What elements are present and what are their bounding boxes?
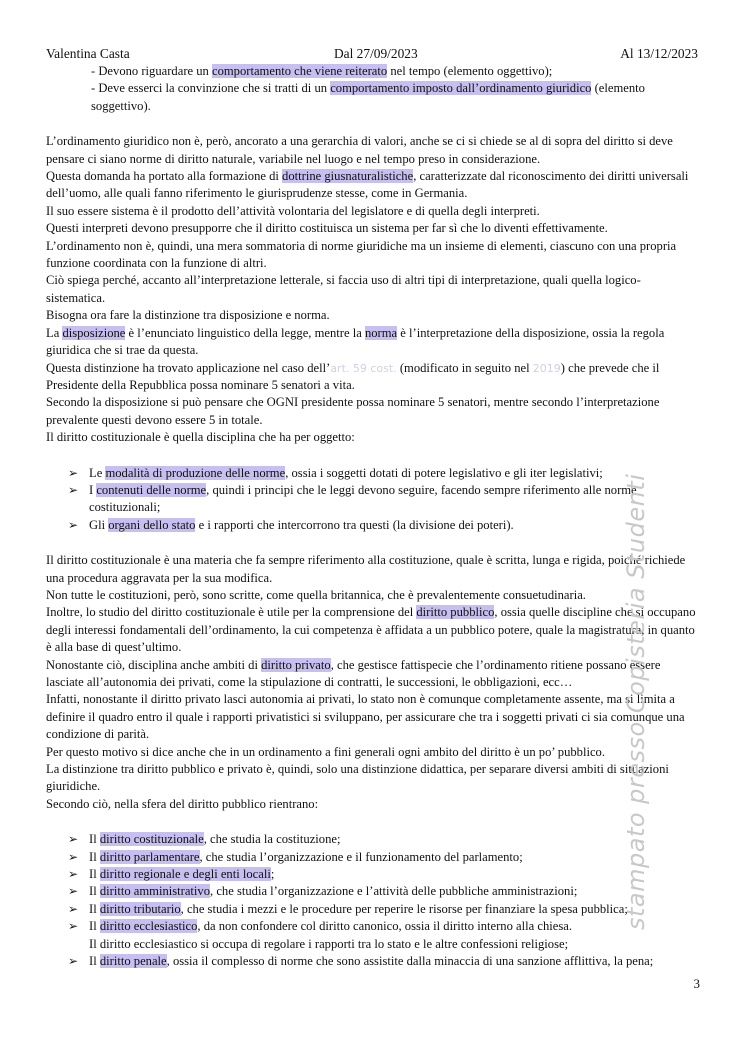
paragraphs-section-2 [46, 552, 698, 813]
list-item-text [89, 465, 698, 482]
highlighted-term: organi dello stato [108, 517, 196, 532]
text-run: Questi interpreti devono presupporre che il diritto costituisca un sistema per far sì che lo diventi effettivamente. [46, 221, 608, 236]
watermark: stampato presso Copisteria Studenti [622, 473, 650, 930]
text-run: Questa domanda ha portato alla formazione di [46, 169, 283, 184]
text-run: Il [89, 849, 100, 864]
text-run: Secondo la disposizione si può pensare che OGNI presidente possa nominare 5 senatori, mentre secondo l’interpretazione prevalente questi devono essere 5 in totale. [46, 395, 660, 427]
text-run: , che studia i mezzi e le procedure per reperire le risorse per finanziare la spesa pubblica; [180, 901, 628, 916]
paragraph [46, 80, 698, 115]
text-run: ; [270, 867, 275, 882]
highlighted-term: diritto regionale e degli enti locali [99, 867, 271, 882]
highlighted-term: diritto parlamentare [99, 849, 200, 864]
paragraph [46, 394, 698, 429]
text-run: Le [89, 465, 106, 480]
arrow-bullet-icon: ➢ [68, 849, 79, 864]
text-run: è l’interpretazione della disposizione, ossia la regola giuridica che si trae da questa. [46, 325, 665, 358]
highlighted-term: comportamento che viene reiterato [212, 64, 388, 78]
text-run: Secondo ciò, nella sfera del diritto pubblico rientrano: [46, 796, 319, 811]
text-run: e i rapporti che intercorrono tra questi (la divisione dei poteri). [195, 517, 514, 532]
paragraph [46, 307, 698, 324]
text-run: , caratterizzate dal riconoscimento dei diritti universali dell’uomo, alle quali fanno riferimento le giurisprudenze stesse, come in Germania. [46, 169, 689, 201]
text-run: (modificato in seguito nel [396, 360, 533, 375]
text-run: , ossia i soggetti dotati di potere legislativo e gli iter legislativi; [285, 465, 603, 480]
paragraphs-section-1 [46, 133, 698, 446]
text-run: Per questo motivo si dice anche che in un ordinamento a fini generali ogni ambito del diritto è un po’ pubblico. [46, 744, 606, 759]
list-item-text [89, 831, 698, 848]
text-run: Nonostante ciò, disciplina anche ambiti di [46, 657, 262, 672]
paragraph [46, 360, 698, 395]
paragraph [46, 744, 698, 761]
list-item [46, 831, 698, 848]
faint-reference: 2019 [532, 361, 561, 375]
highlighted-term: diritto ecclesiastico [99, 919, 198, 934]
text-run: ) che prevede che il Presidente della Repubblica possa nominare 5 senatori a vita. [46, 360, 660, 392]
highlighted-term: modalità di produzione delle norme [105, 465, 286, 480]
bullet-list-diritto-pubblico [46, 831, 698, 970]
list-item-text [89, 517, 698, 534]
document-body [46, 63, 698, 971]
highlighted-term: diritto tributario [99, 901, 181, 916]
paragraph [46, 691, 698, 743]
highlighted-term: contenuti delle norme [96, 482, 207, 497]
header-date-from: Dal 27/09/2023 [334, 46, 418, 61]
text-run: Il diritto ecclesiastico si occupa di regolare i rapporti tra lo stato e le altre confessioni religiose; [89, 936, 569, 951]
highlighted-term: norma [364, 325, 398, 340]
text-run: Gli [89, 517, 109, 532]
list-item [46, 883, 698, 900]
list-item [46, 918, 698, 953]
arrow-bullet-icon: ➢ [68, 832, 79, 847]
text-run: I [89, 482, 97, 497]
arrow-bullet-icon: ➢ [68, 884, 79, 899]
intro-items [46, 63, 698, 115]
paragraph [46, 203, 698, 220]
header-date-to: Al 13/12/2023 [620, 46, 698, 61]
text-run: L’ordinamento non è, quindi, una mera sommatoria di norme giuridiche ma un insieme di elementi, ciascuno con una propria funzione coordinata con la funzione di altri. [46, 238, 677, 271]
text-run: Il [89, 832, 100, 847]
text-run: Non tutte le costituzioni, però, sono scritte, come quella britannica, che è prevalentemente consuetudinaria. [46, 587, 586, 602]
text-run: Bisogna ora fare la distinzione tra disposizione e norma. [46, 308, 330, 323]
paragraph [46, 325, 698, 360]
list-item-text [89, 883, 698, 900]
list-item [46, 482, 698, 517]
text-run: Il diritto costituzionale è quella disciplina che ha per oggetto: [46, 430, 355, 445]
paragraph [46, 552, 698, 587]
text-run: è l’enunciato linguistico della legge, mentre la [125, 325, 365, 340]
text-run: Ciò spiega perché, accanto all’interpretazione letterale, si faccia uso di altri tipi di interpretazione, quali quella logico-sistematica. [46, 273, 641, 305]
list-item-text [89, 849, 698, 866]
text-run: Il suo essere sistema è il prodotto dell’attività volontaria del legislatore e di quella degli interpreti. [46, 203, 540, 218]
list-item-text [89, 866, 698, 883]
highlighted-term: diritto privato [261, 657, 331, 672]
text-run: Infatti, nonostante il diritto privato lasci autonomia ai privati, lo stato non è comunque completamente assente, ma si limita a definire il quadro entro il quale i rapporti privatistici si sviluppano, per assicurare che tra i soggetti privati ci sia comunque una condizione di parità. [46, 692, 685, 742]
arrow-bullet-icon: ➢ [68, 517, 79, 532]
paragraph [46, 63, 698, 80]
text-run: - Deve esserci la convinzione che si tratti di un [91, 81, 331, 96]
paragraph [46, 587, 698, 604]
highlighted-term: diritto costituzionale [99, 832, 204, 847]
text-run: Il [89, 919, 100, 934]
list-item [46, 849, 698, 866]
faint-reference: art. 59 cost. [330, 361, 397, 375]
highlighted-term: comportamento imposto dall’ordinamento giuridico [330, 81, 592, 96]
paragraph [46, 604, 698, 656]
paragraph [46, 133, 698, 168]
list-item [46, 866, 698, 883]
highlighted-term: dottrine giusnaturalistiche [282, 169, 414, 184]
text-run: Il diritto costituzionale è una materia che fa sempre riferimento alla costituzione, quale è scritta, lunga e rigida, poiché richiede una procedura aggravata per la sua modifica. [46, 553, 686, 585]
arrow-bullet-icon: ➢ [68, 901, 79, 916]
text-run: nel tempo (elemento oggettivo); [387, 64, 553, 78]
text-run: Inoltre, lo studio del diritto costituzionale è utile per la comprensione del [46, 605, 417, 620]
highlighted-term: disposizione [62, 325, 126, 340]
text-run: , da non confondere col diritto canonico, ossia il diritto interno alla chiesa. [197, 919, 572, 934]
arrow-bullet-icon: ➢ [68, 919, 79, 934]
paragraph [46, 272, 698, 307]
highlighted-term: diritto pubblico [416, 605, 495, 620]
paragraph [46, 796, 698, 813]
text-run: - Devono riguardare un [91, 64, 212, 78]
arrow-bullet-icon: ➢ [68, 482, 79, 497]
list-item [46, 517, 698, 534]
highlighted-term: diritto penale [99, 954, 167, 969]
text-run: , che gestisce fattispecie che l’ordinamento ritiene possano essere lasciate all’autonomia dei privati, come la stipulazione di contratti, le successioni, le obbligazioni, ecc… [46, 657, 661, 689]
text-run: , quindi i principi che le leggi devono seguire, facendo sempre riferimento alle norme costituzionali; [89, 482, 637, 515]
paragraph [46, 168, 698, 203]
text-run: L’ordinamento giuridico non è, però, ancorato a una gerarchia di valori, anche se ci si chiede se al di sopra del diritto si deve pensare ci siano norme di diritto naturale, variabile nel luogo e nel tempo preso in considerazione. [46, 134, 673, 166]
page-number: 3 [693, 976, 700, 991]
text-run: , che studia la costituzione; [203, 832, 341, 847]
list-item [46, 901, 698, 918]
list-item-text [89, 482, 698, 517]
paragraph [46, 761, 698, 796]
list-item [46, 953, 698, 970]
text-run: La distinzione tra diritto pubblico e privato è, quindi, solo una distinzione didattica, per separare diversi ambiti di situazioni giuridiche. [46, 762, 669, 794]
page-header [46, 46, 698, 64]
text-run: La [46, 325, 63, 340]
list-item-text [89, 953, 698, 970]
bullet-list-oggetto [46, 465, 698, 535]
paragraph [46, 657, 698, 692]
arrow-bullet-icon: ➢ [68, 465, 79, 480]
text-run: (elemento soggettivo). [91, 81, 645, 113]
header-author: Valentina Casta [46, 46, 130, 61]
text-run: , che studia l’organizzazione e l’attività delle pubbliche amministrazioni; [210, 884, 578, 899]
text-run: , ossia quelle discipline che si occupano degli interessi fondamentali dell’ordinamento, la cui competenza è affidata a un pubblico potere, quale la magistratura, in quanto è alla base di quest’ultimo. [46, 605, 696, 655]
text-run: Il [89, 954, 100, 969]
paragraph [46, 220, 698, 237]
text-run: Il [89, 884, 100, 899]
text-run: Il [89, 867, 100, 882]
text-run: Questa distinzione ha trovato applicazione nel caso dell’ [46, 360, 331, 375]
list-item [46, 465, 698, 482]
text-run: , ossia il complesso di norme che sono assistite dalla minaccia di una sanzione afflittiva, la pena; [166, 954, 654, 969]
paragraph [46, 238, 698, 273]
arrow-bullet-icon: ➢ [68, 954, 79, 969]
paragraph [46, 429, 698, 446]
list-item-text [89, 901, 698, 918]
arrow-bullet-icon: ➢ [68, 867, 79, 882]
text-run: , che studia l’organizzazione e il funzionamento del parlamento; [199, 849, 523, 864]
list-item-text [89, 918, 698, 953]
highlighted-term: diritto amministrativo [99, 884, 211, 899]
text-run: Il [89, 901, 100, 916]
